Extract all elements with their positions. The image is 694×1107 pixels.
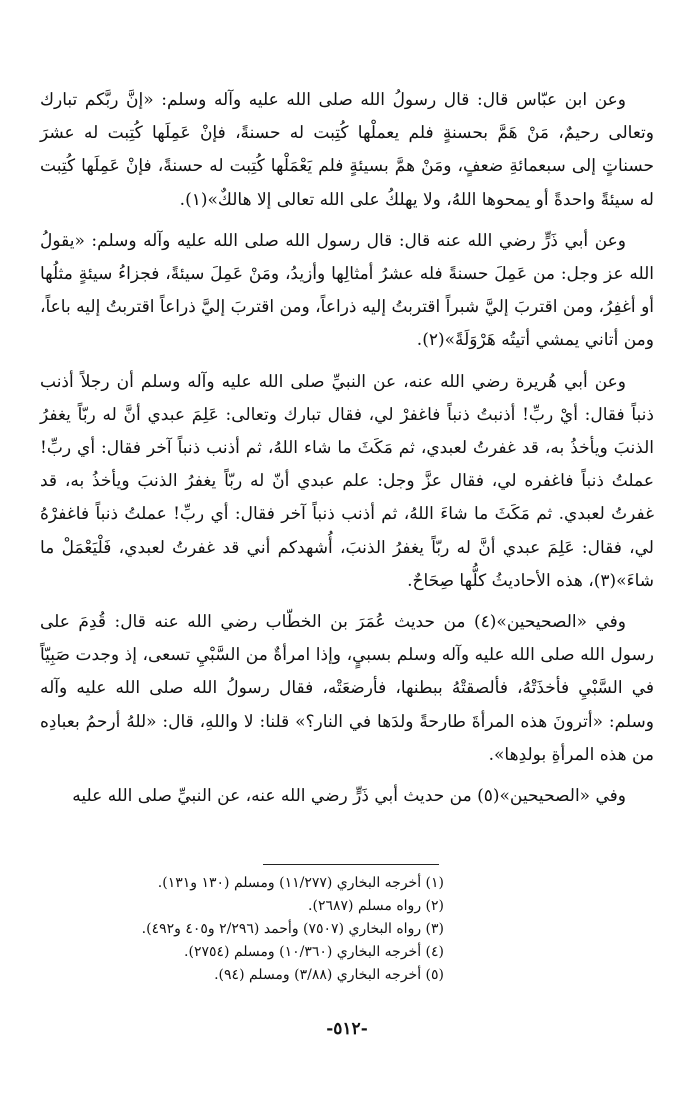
footnote: (١) أخرجه البخاري (١١/٢٧٧) ومسلم (١٣٠ و١٣١). (157, 875, 444, 891)
paragraph: وعن أبي ذَرٍّ رضي الله عنه قال: قال رسول الله صلى الله عليه وآله وسلم: «يقولُ الله عز وجل: من عَمِلَ حسنةً فله عشرُ أمثالِها وأزيدُ، ومَنْ عَمِلَ سيئةً، فجزاءُ سيئةٍ مثلُها أو أغفِرُ، ومن اقتربَ إليَّ شبراً اقتربتُ إليه ذراعاً، ومن اقتربَ إليَّ ذراعاً اقتربتُ إليه باعاً، ومن أتاني يمشي أتيتُه هَرْوَلَةً»(٢). (40, 230, 654, 351)
paragraph: وعن ابن عبّاس قال: قال رسولُ الله صلى الله عليه وآله وسلم: «إنَّ ربَّكم تبارك وتعالى رحيمٌ، مَنْ هَمَّ بحسنةٍ فلم يعملْها كُتِبت له حسنةً، فإنْ عَمِلَها كُتِبت له عشرَ حسناتٍ إلى سبعمائةِ ضعفٍ، ومَنْ همَّ بسيئةٍ فلم يَعْمَلْها كُتِبت له حسنةً، فإنْ عَمِلَها كُتِبت له سيئةً واحدةً أو يمحوها اللهُ، ولا يهلكُ على الله تعالى إلا هالكٌ»(١). (40, 90, 654, 210)
footnote: (٣) رواه البخاري (٧٥٠٧) وأحمد (٢/٢٩٦ و٤٠٥ و٤٩٢). (141, 921, 444, 937)
footnote-divider (263, 864, 439, 865)
footnotes (40, 872, 444, 987)
footnote: (٤) أخرجه البخاري (١٠/٣٦٠) ومسلم (٢٧٥٤). (184, 944, 444, 960)
footnote: (٢) رواه مسلم (٢٦٨٧). (308, 898, 444, 914)
paragraph: وفي «الصحيحين»(٥) من حديث أبي ذَرٍّ رضي الله عنه، عن النبيِّ صلى الله عليه (72, 786, 626, 807)
main-text (40, 84, 654, 821)
paragraph: وعن أبي هُريرة رضي الله عنه، عن النبيِّ صلى الله عليه وآله وسلم أن رجلاً أذنب ذنباً فقال: أيْ ربِّ! أذنبتُ ذنباً فاغفرْ لي، فقال تبارك وتعالى: عَلِمَ عبدي أنَّ له ربّاً يغفرُ الذنبَ ويأخذُ به، قد غفرتُ لعبدي، ثم مَكَثَ ما شاء اللهُ، ثم أذنب ذنباً آخر فقال: أي ربِّ! عملتُ ذنباً فاغفره لي، فقال عزَّ وجل: علم عبدي أنّ له ربّاً يغفرُ الذنبَ ويأخذُ به، قد غفرتُ لعبدي. ثم مَكَثَ ما شاءَ اللهُ، ثم أذنب ذنباً آخر فقال: أي ربِّ! عملتُ ذنباً فاغفرْهُ لي، فقال: عَلِمَ عبدي أنَّ له ربّاً يغفرُ الذنبَ، أُشهدكم أني قد غفرتُ لعبدي، فَلْيَعْمَلْ ما شاءَ»(٣)، هذه الأحاديثُ كلُّها صِحَاحٌ. (40, 371, 654, 591)
paragraph: وفي «الصحيحين»(٤) من حديث عُمَرَ بن الخطّاب رضي الله عنه قال: قُدِمَ على رسول الله صلى الله عليه وآله وسلم بسبيٍ، وإذا امرأةٌ من السَّبْيِ تسعى، إذ وجدت صَبِيّاً في السَّبْيِ فأخذَتْهُ، فألصقتْهُ ببطنها، فأرضعَتْه، فقال رسولُ الله صلى الله عليه وآله وسلم: «أترونَ هذه المرأةَ طارحةً ولدَها في النار؟» قلنا: لا واللهِ، قال: «للهُ أرحمُ بعبادِه من هذه المرأةِ بولدِها». (40, 612, 654, 765)
page-number: -٥١٢- (326, 1019, 368, 1039)
footnote: (٥) أخرجه البخاري (٣/٨٨) ومسلم (٩٤). (214, 967, 444, 983)
